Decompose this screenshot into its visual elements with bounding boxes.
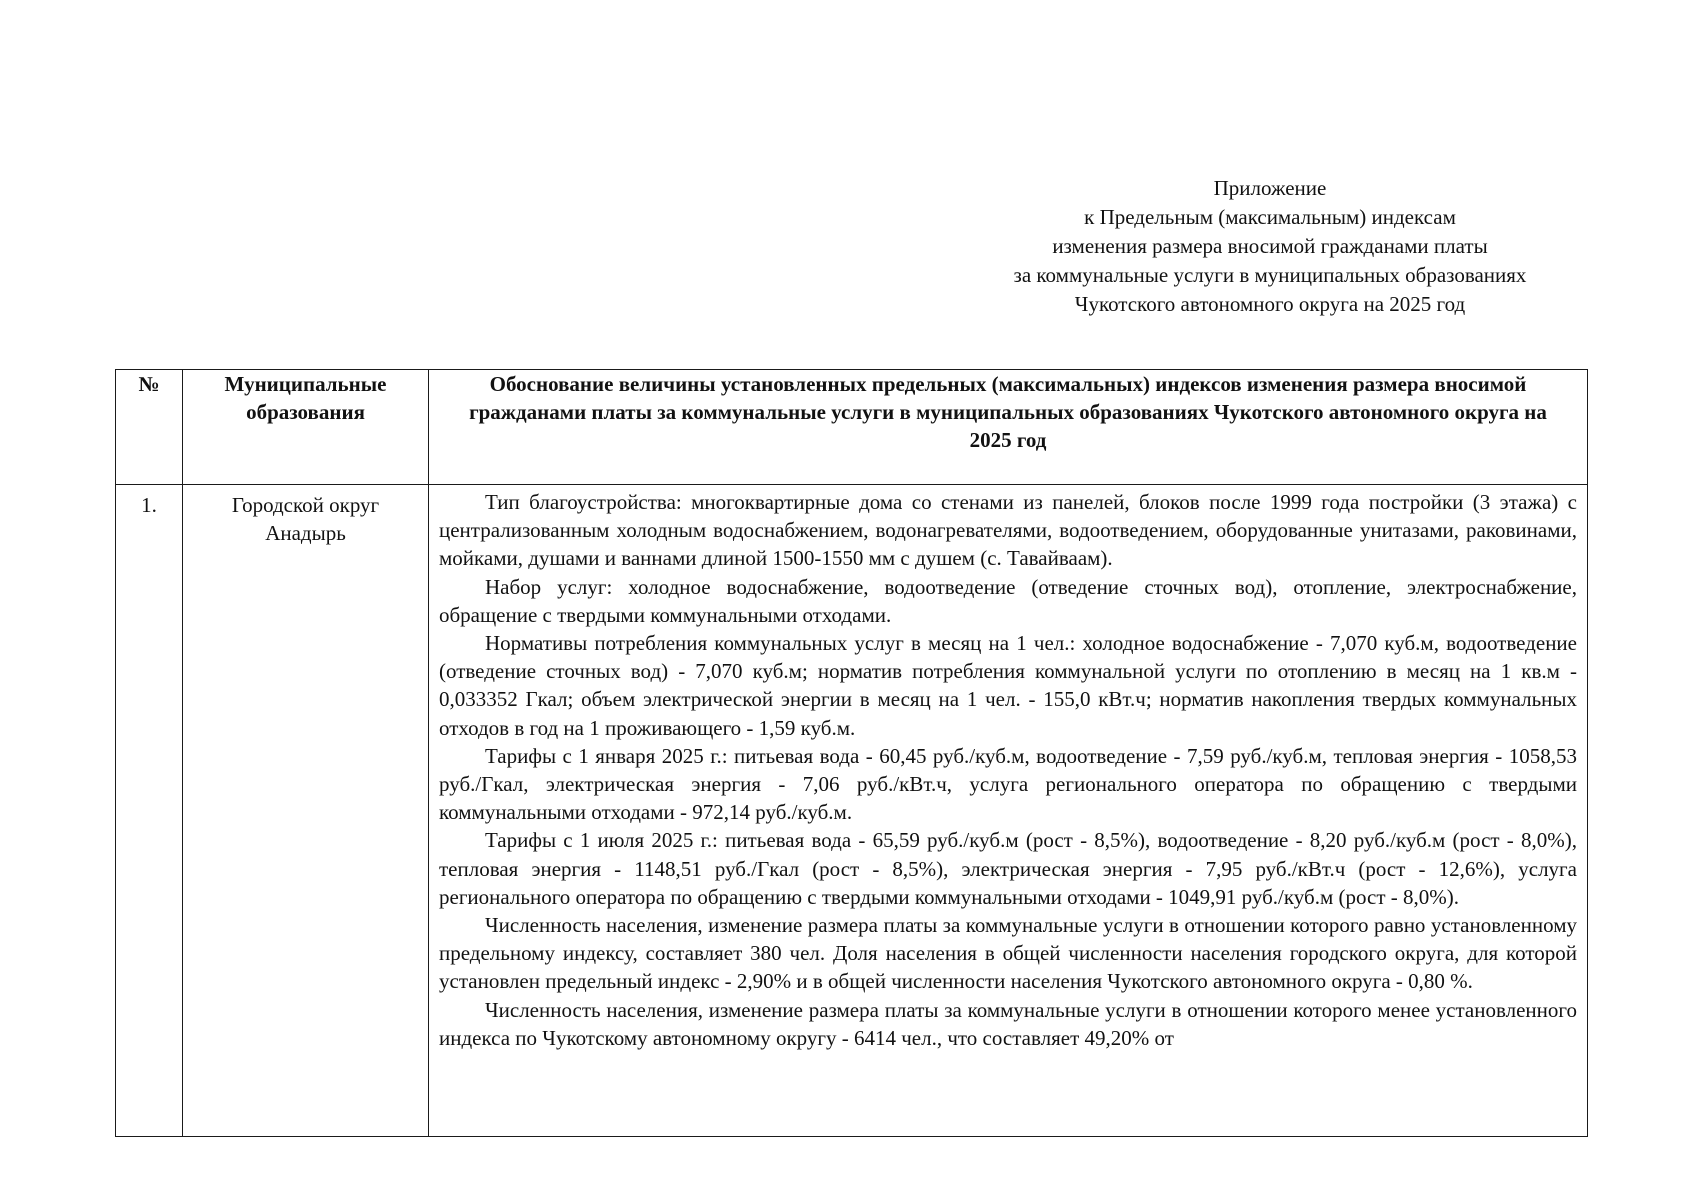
appendix-caption [960, 174, 1580, 319]
header-municipality: Муниципальные образования [183, 370, 429, 485]
appendix-line: Чукотского автономного округа на 2025 год [1074, 292, 1466, 316]
row-justification [429, 485, 1588, 1137]
justification-table [115, 369, 1588, 1137]
paragraph-services: Набор услуг: холодное водоснабжение, водоотведение (отведение сточных вод), отопление, электроснабжение, обращение с твердыми коммунальными отходами. [439, 574, 1577, 627]
row-number: 1. [116, 485, 183, 1137]
paragraph-tariffs-july: Тарифы с 1 июля 2025 г.: питьевая вода - 65,59 руб./куб.м (рост - 8,5%), водоотведение - 8,20 руб./куб.м (рост - 8,0%), тепловая энергия - 1148,51 руб./Гкал (рост - 8,5%), электрическая энергия - 7,95 руб./кВт.ч (рост - 12,6%), услуга регионального оператора по обращению с твердыми коммунальными отходами - 1049,91 руб./куб.м (рост - 8,0%). [439, 828, 1577, 909]
paragraph-population-equal: Численность населения, изменение размера платы за коммунальные услуги в отношении которого равно установленному предельному индексу, составляет 380 чел. Доля населения в общей численности населения городского округа, для которой установлен предельный индекс - 2,90% и в общей численности населения Чукотского автономного округа - 0,80 %. [439, 913, 1577, 994]
table-row [116, 485, 1588, 1137]
appendix-line: за коммунальные услуги в муниципальных образованиях [1013, 263, 1527, 287]
header-justification: Обоснование величины установленных предельных (максимальных) индексов изменения размера вносимой гражданами платы за коммунальные услуги в муниципальных образованиях Чукотского автономного округа на 2025 год [429, 370, 1588, 485]
table-header-row [116, 370, 1588, 485]
paragraph-tariffs-january: Тарифы с 1 января 2025 г.: питьевая вода - 60,45 руб./куб.м, водоотведение - 7,59 руб./куб.м, тепловая энергия - 1058,53 руб./Гкал, электрическая энергия - 7,06 руб./кВт.ч, услуга регионального оператора по обращению с твердыми коммунальными отходами - 972,14 руб./куб.м. [439, 743, 1577, 825]
paragraph-consumption-norms: Нормативы потребления коммунальных услуг в месяц на 1 чел.: холодное водоснабжение - 7,070 куб.м, водоотведение (отведение сточных вод) - 7,070 куб.м; норматив потребления коммунальной услуги по отоплению в месяц на 1 кв.м - 0,033352 Гкал; объем электрической энергии в месяц на 1 чел. - 155,0 кВт.ч; норматив накопления твердых коммунальных отходов в год на 1 проживающего - 1,59 куб.м. [439, 631, 1577, 740]
row-municipality: Городской округ Анадырь [183, 485, 429, 1137]
appendix-line: Приложение [1213, 176, 1327, 200]
header-number: № [116, 370, 183, 485]
appendix-line: изменения размера вносимой гражданами платы [1052, 234, 1488, 258]
paragraph-population-less: Численность населения, изменение размера платы за коммунальные услуги в отношении которого менее установленного индекса по Чукотскому автономному округу - 6414 чел., что составляет 49,20% от [439, 997, 1577, 1050]
appendix-line: к Предельным (максимальным) индексам [1084, 205, 1456, 229]
paragraph-improvement-type: Тип благоустройства: многоквартирные дома со стенами из панелей, блоков после 1999 года постройки (3 этажа) с централизованным холодным водоснабжением, водонагревателями, водоотведением, оборудованные унитазами, раковинами, мойками, душами и ваннами длиной 1500-1550 мм с душем (с. Тавайваам). [439, 490, 1577, 571]
